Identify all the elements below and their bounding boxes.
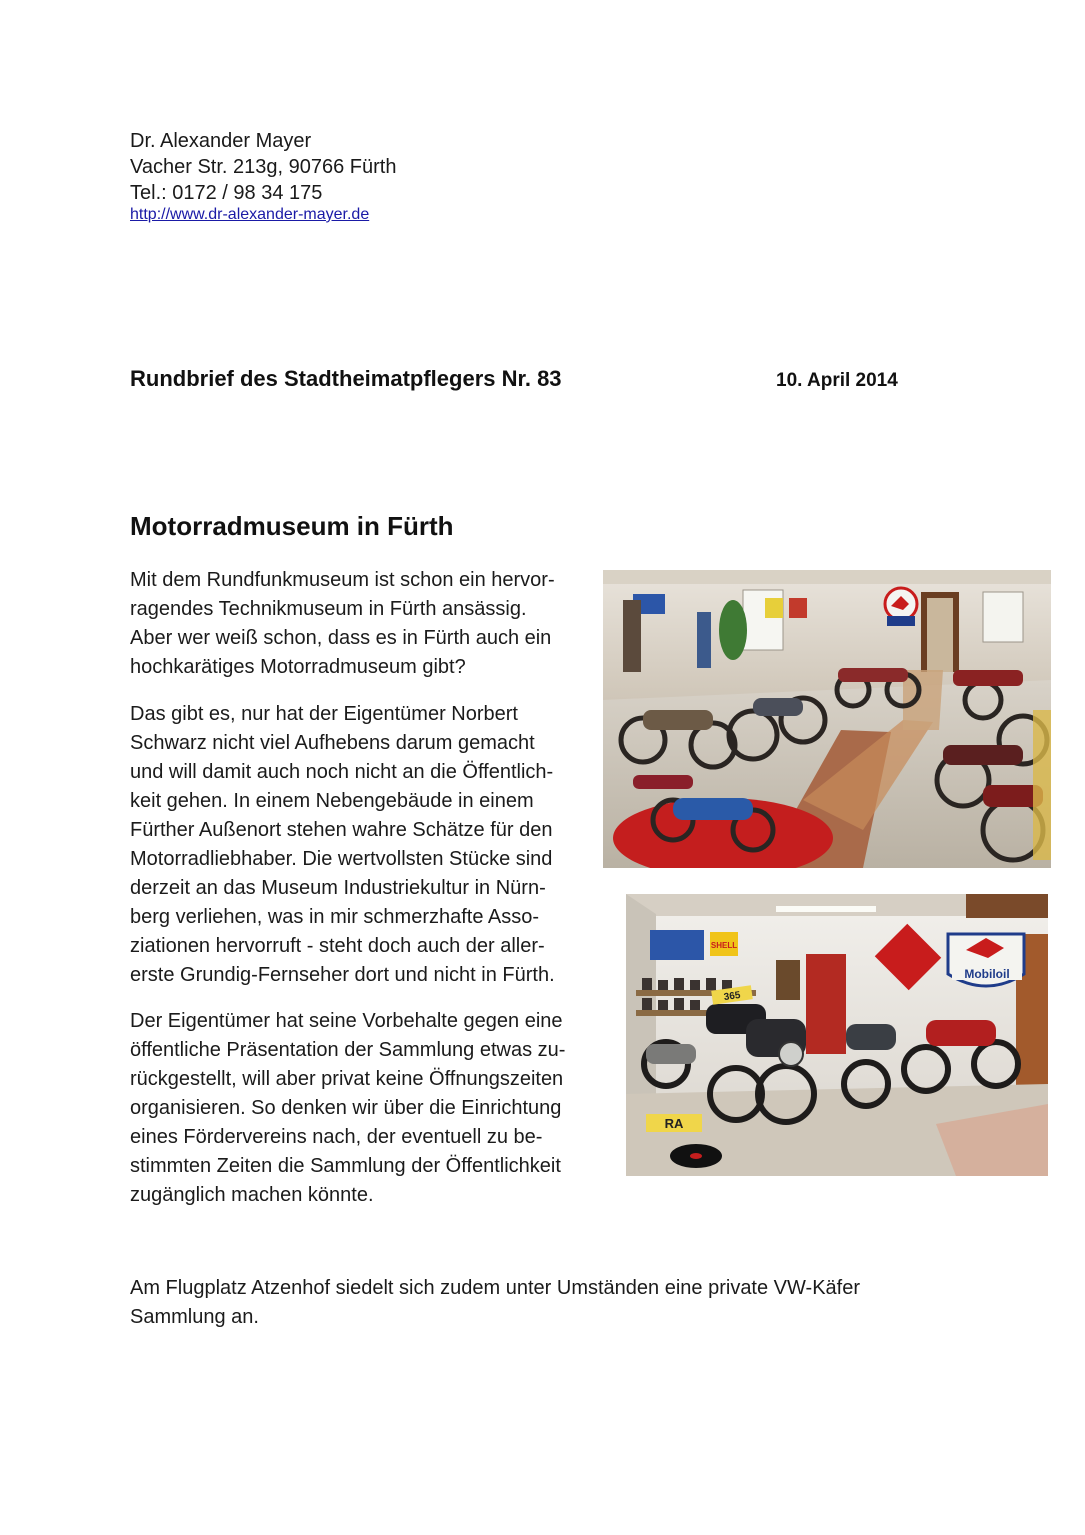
museum-hall-illustration: [603, 570, 1051, 868]
text-line: hochkarätiges Motorradmuseum gibt?: [130, 656, 466, 678]
paragraph-4: [130, 1274, 860, 1332]
text-line: erste Grundig-Fernseher dort und nicht in Fürth.: [130, 964, 555, 986]
text-line: Das gibt es, nur hat der Eigentümer Norbert: [130, 703, 518, 725]
sender-name: Dr. Alexander Mayer: [130, 130, 312, 152]
text-line: Fürther Außenort stehen wahre Schätze für den: [130, 819, 553, 841]
paragraph-2: [130, 700, 555, 990]
text-line: Motorradliebhaber. Die wertvollsten Stücke sind: [130, 848, 553, 870]
text-line: eines Fördervereins nach, der eventuell zu be-: [130, 1126, 543, 1148]
newsletter-date: 10. April 2014: [776, 370, 898, 391]
text-line: und will damit auch noch nicht an die Öffentlich-: [130, 761, 554, 783]
museum-hall-photo: [603, 570, 1051, 868]
mobiloil-sign-text: Mobiloil: [964, 967, 1010, 981]
paragraph-1: [130, 566, 555, 682]
plate-ra-text: RA: [664, 1116, 684, 1131]
text-line: Am Flugplatz Atzenhof siedelt sich zudem unter Umständen eine private VW-Käfer: [130, 1277, 860, 1299]
text-line: Der Eigentümer hat seine Vorbehalte gegen eine: [130, 1010, 563, 1032]
text-line: berg verliehen, was in mir schmerzhafte Asso-: [130, 906, 540, 928]
text-line: öffentliche Präsentation der Sammlung etwas zu-: [130, 1039, 566, 1061]
text-line: Mit dem Rundfunkmuseum ist schon ein hervor-: [130, 569, 555, 591]
text-line: ziationen hervorruft - steht doch auch der aller-: [130, 935, 545, 957]
paragraph-3: [130, 1007, 565, 1210]
text-line: stimmten Zeiten die Sammlung der Öffentlichkeit: [130, 1155, 561, 1177]
mobiloil-room-photo: [626, 894, 1048, 1176]
article-title: Motorradmuseum in Fürth: [130, 511, 454, 541]
sender-phone: Tel.: 0172 / 98 34 175: [130, 182, 323, 204]
mobiloil-room-illustration: [626, 894, 1048, 1176]
sender-address: Vacher Str. 213g, 90766 Fürth: [130, 156, 397, 178]
text-line: ragendes Technikmuseum in Fürth ansässig.: [130, 598, 527, 620]
text-line: Sammlung an.: [130, 1306, 259, 1328]
text-line: zugänglich machen könnte.: [130, 1184, 374, 1206]
text-line: keit gehen. In einem Nebengebäude in einem: [130, 790, 534, 812]
sign-blue: [650, 930, 704, 960]
text-line: Aber wer weiß schon, dass es in Fürth auch ein: [130, 627, 552, 649]
sender-block: [130, 128, 396, 224]
plate-number-text: 365: [723, 989, 742, 1004]
text-line: Schwarz nicht viel Aufhebens darum gemacht: [130, 732, 535, 754]
newsletter-title: Rundbrief des Stadtheimatpflegers Nr. 83: [130, 366, 562, 391]
shell-sign-text: SHELL: [710, 941, 738, 950]
text-line: rückgestellt, will aber privat keine Öffnungszeiten: [130, 1068, 564, 1090]
text-line: organisieren. So denken wir über die Einrichtung: [130, 1097, 562, 1119]
sender-website-link[interactable]: http://www.dr-alexander-mayer.de: [130, 206, 370, 223]
text-line: derzeit an das Museum Industriekultur in Nürn-: [130, 877, 546, 899]
